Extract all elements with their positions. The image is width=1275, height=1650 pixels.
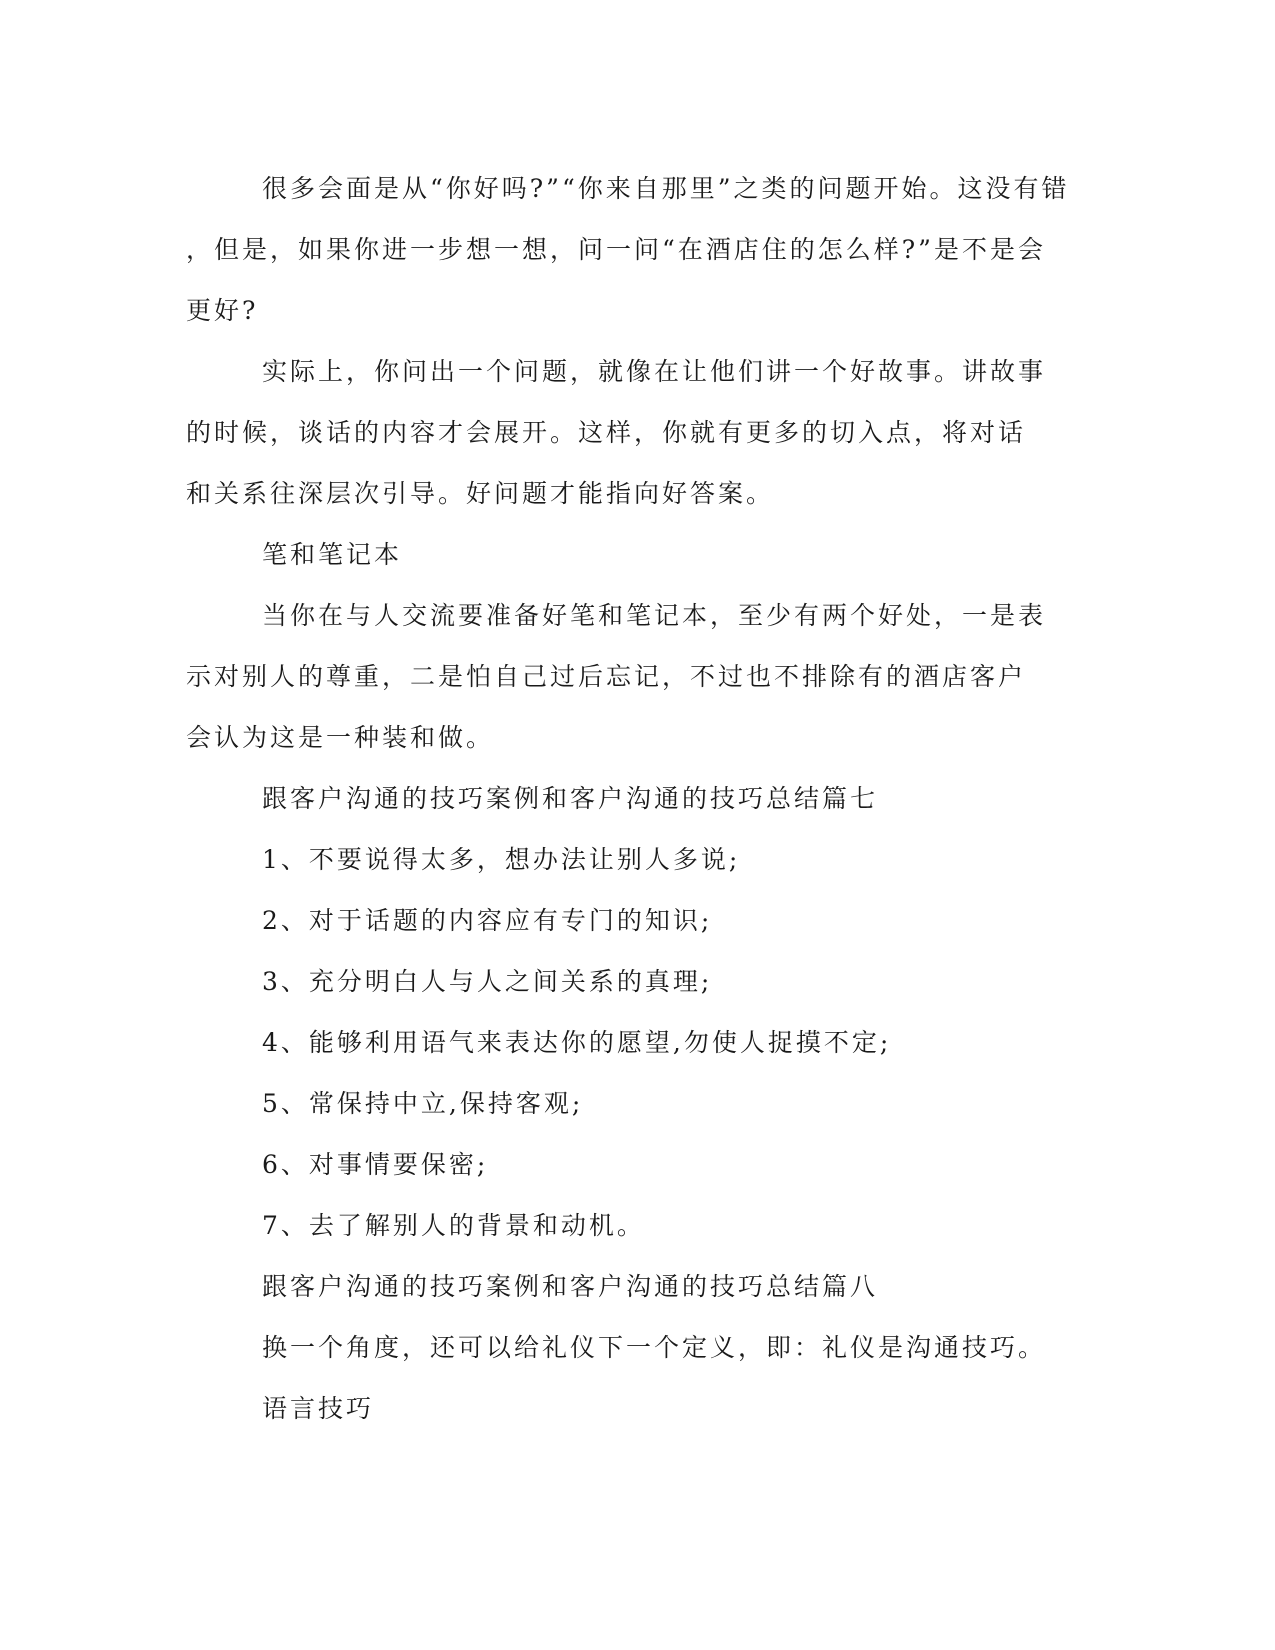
list-item: 3、充分明白人与人之间关系的真理; xyxy=(262,967,713,996)
list-item: 1、不要说得太多，想办法让别人多说; xyxy=(262,845,741,874)
text-line: 当你在与人交流要准备好笔和笔记本，至少有两个好处，一是表 xyxy=(262,601,1047,630)
document-body xyxy=(186,158,1076,1439)
list-item: 2、对于话题的内容应有专门的知识; xyxy=(262,906,713,935)
list-item: 6、对事情要保密; xyxy=(262,1150,489,1179)
section-heading: 语言技巧 xyxy=(262,1394,375,1423)
text-line: 很多会面是从“你好吗?”“你来自那里”之类的问题开始。这没有错 xyxy=(262,174,1070,203)
text-line: 会认为这是一种装和做。 xyxy=(186,723,495,752)
list-item: 5、常保持中立,保持客观; xyxy=(262,1089,584,1118)
list-item: 7、去了解别人的背景和动机。 xyxy=(262,1211,645,1240)
section-heading: 跟客户沟通的技巧案例和客户沟通的技巧总结篇七 xyxy=(262,784,879,813)
text-line: ，但是，如果你进一步想一想，问一问“在酒店住的怎么样?”是不是会 xyxy=(186,235,1046,264)
list-item: 4、能够利用语气来表达你的愿望,勿使人捉摸不定; xyxy=(262,1028,892,1057)
text-line: 实际上，你问出一个问题，就像在让他们讲一个好故事。讲故事 xyxy=(262,357,1047,386)
text-line: 的时候，谈话的内容才会展开。这样，你就有更多的切入点，将对话 xyxy=(186,418,1027,447)
text-line: 和关系往深层次引导。好问题才能指向好答案。 xyxy=(186,479,775,508)
text-line: 换一个角度，还可以给礼仪下一个定义，即：礼仪是沟通技巧。 xyxy=(262,1333,1047,1362)
text-line: 示对别人的尊重，二是怕自己过后忘记，不过也不排除有的酒店客户 xyxy=(186,662,1027,691)
section-heading: 跟客户沟通的技巧案例和客户沟通的技巧总结篇八 xyxy=(262,1272,879,1301)
section-heading: 笔和笔记本 xyxy=(262,540,403,569)
text-line: 更好? xyxy=(186,296,259,325)
